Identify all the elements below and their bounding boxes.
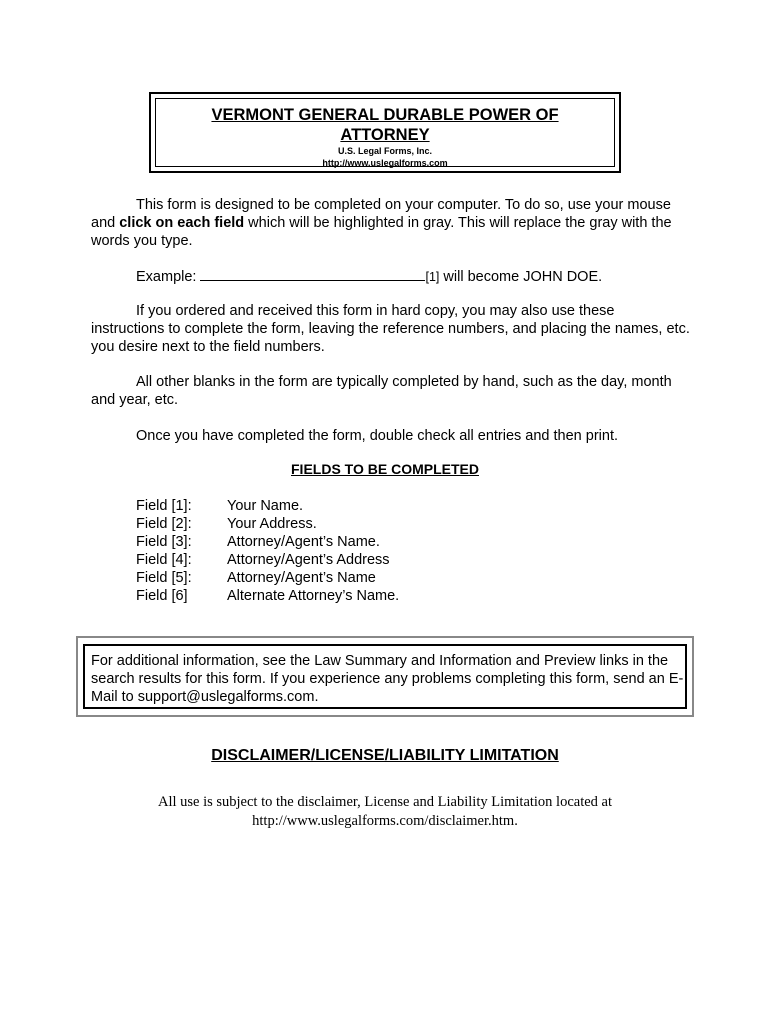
fields-heading: FIELDS TO BE COMPLETED [291,461,479,477]
title-box-inner [155,98,615,167]
field-row [136,569,399,587]
hardcopy-text: If you ordered and received this form in hard copy, you may also use these instructions to complete the form, leaving the reference numbers, and placing the names, etc. you desire next to the field numbers. [91,303,690,355]
field-value: Attorney/Agent’s Name [227,570,376,586]
disclaimer-url: http://www.uslegalforms.com/disclaimer.htm. [252,813,518,829]
intro-paragraph [91,196,691,250]
field-label: Field [4]: [136,552,192,568]
print-paragraph [91,427,691,445]
intro-text-b: which will be highlighted in gray. This will replace the gray with the words you type. [91,215,672,249]
field-value: Attorney/Agent’s Address [227,552,390,568]
field-row [136,515,399,533]
example-label: Example: [136,269,201,285]
blanks-paragraph [91,373,691,409]
disclaimer-text [0,793,770,831]
field-label: Field [1]: [136,498,192,514]
field-row [136,551,399,569]
field-value: Your Address. [227,516,317,532]
example-blank-line [200,267,425,281]
example-ref: [1] [425,270,440,284]
print-text: Once you have completed the form, double check all entries and then print. [136,428,619,444]
intro-text-bold: click on each field [119,215,245,231]
info-text: For additional information, see the Law Summary and Information and Preview links in the search results for this form. If you experience any problems completing this form, send an E-Mail to support@uslegalforms.com. [91,653,684,705]
disclaimer-line-1: All use is subject to the disclaimer, License and Liability Limitation located at [157,794,613,810]
field-value: Attorney/Agent’s Name. [227,534,380,550]
field-label: Field [2]: [136,516,192,532]
example-result: will become JOHN DOE. [439,269,603,285]
field-row [136,497,399,515]
field-list [136,497,399,605]
hardcopy-paragraph [91,302,691,356]
info-box-inner [83,644,687,709]
disclaimer-heading: DISCLAIMER/LICENSE/LIABILITY LIMITATION [211,747,559,764]
company-url: http://www.uslegalforms.com [322,158,448,168]
title-box [149,92,621,173]
company-name: U.S. Legal Forms, Inc. [337,146,433,156]
document-title: VERMONT GENERAL DURABLE POWER OF ATTORNEY [211,106,559,144]
example-paragraph [91,267,691,286]
blanks-text: All other blanks in the form are typically completed by hand, such as the day, month and year, etc. [91,374,672,408]
field-label: Field [3]: [136,534,192,550]
info-box [76,636,694,717]
intro-text-a: This form is designed to be completed on your computer. To do so, use your mouse and [91,197,671,231]
field-value: Your Name. [227,498,304,514]
field-label: Field [6] [136,588,188,604]
field-value: Alternate Attorney’s Name. [227,588,400,604]
field-row [136,587,399,605]
field-row [136,533,399,551]
field-label: Field [5]: [136,570,192,586]
